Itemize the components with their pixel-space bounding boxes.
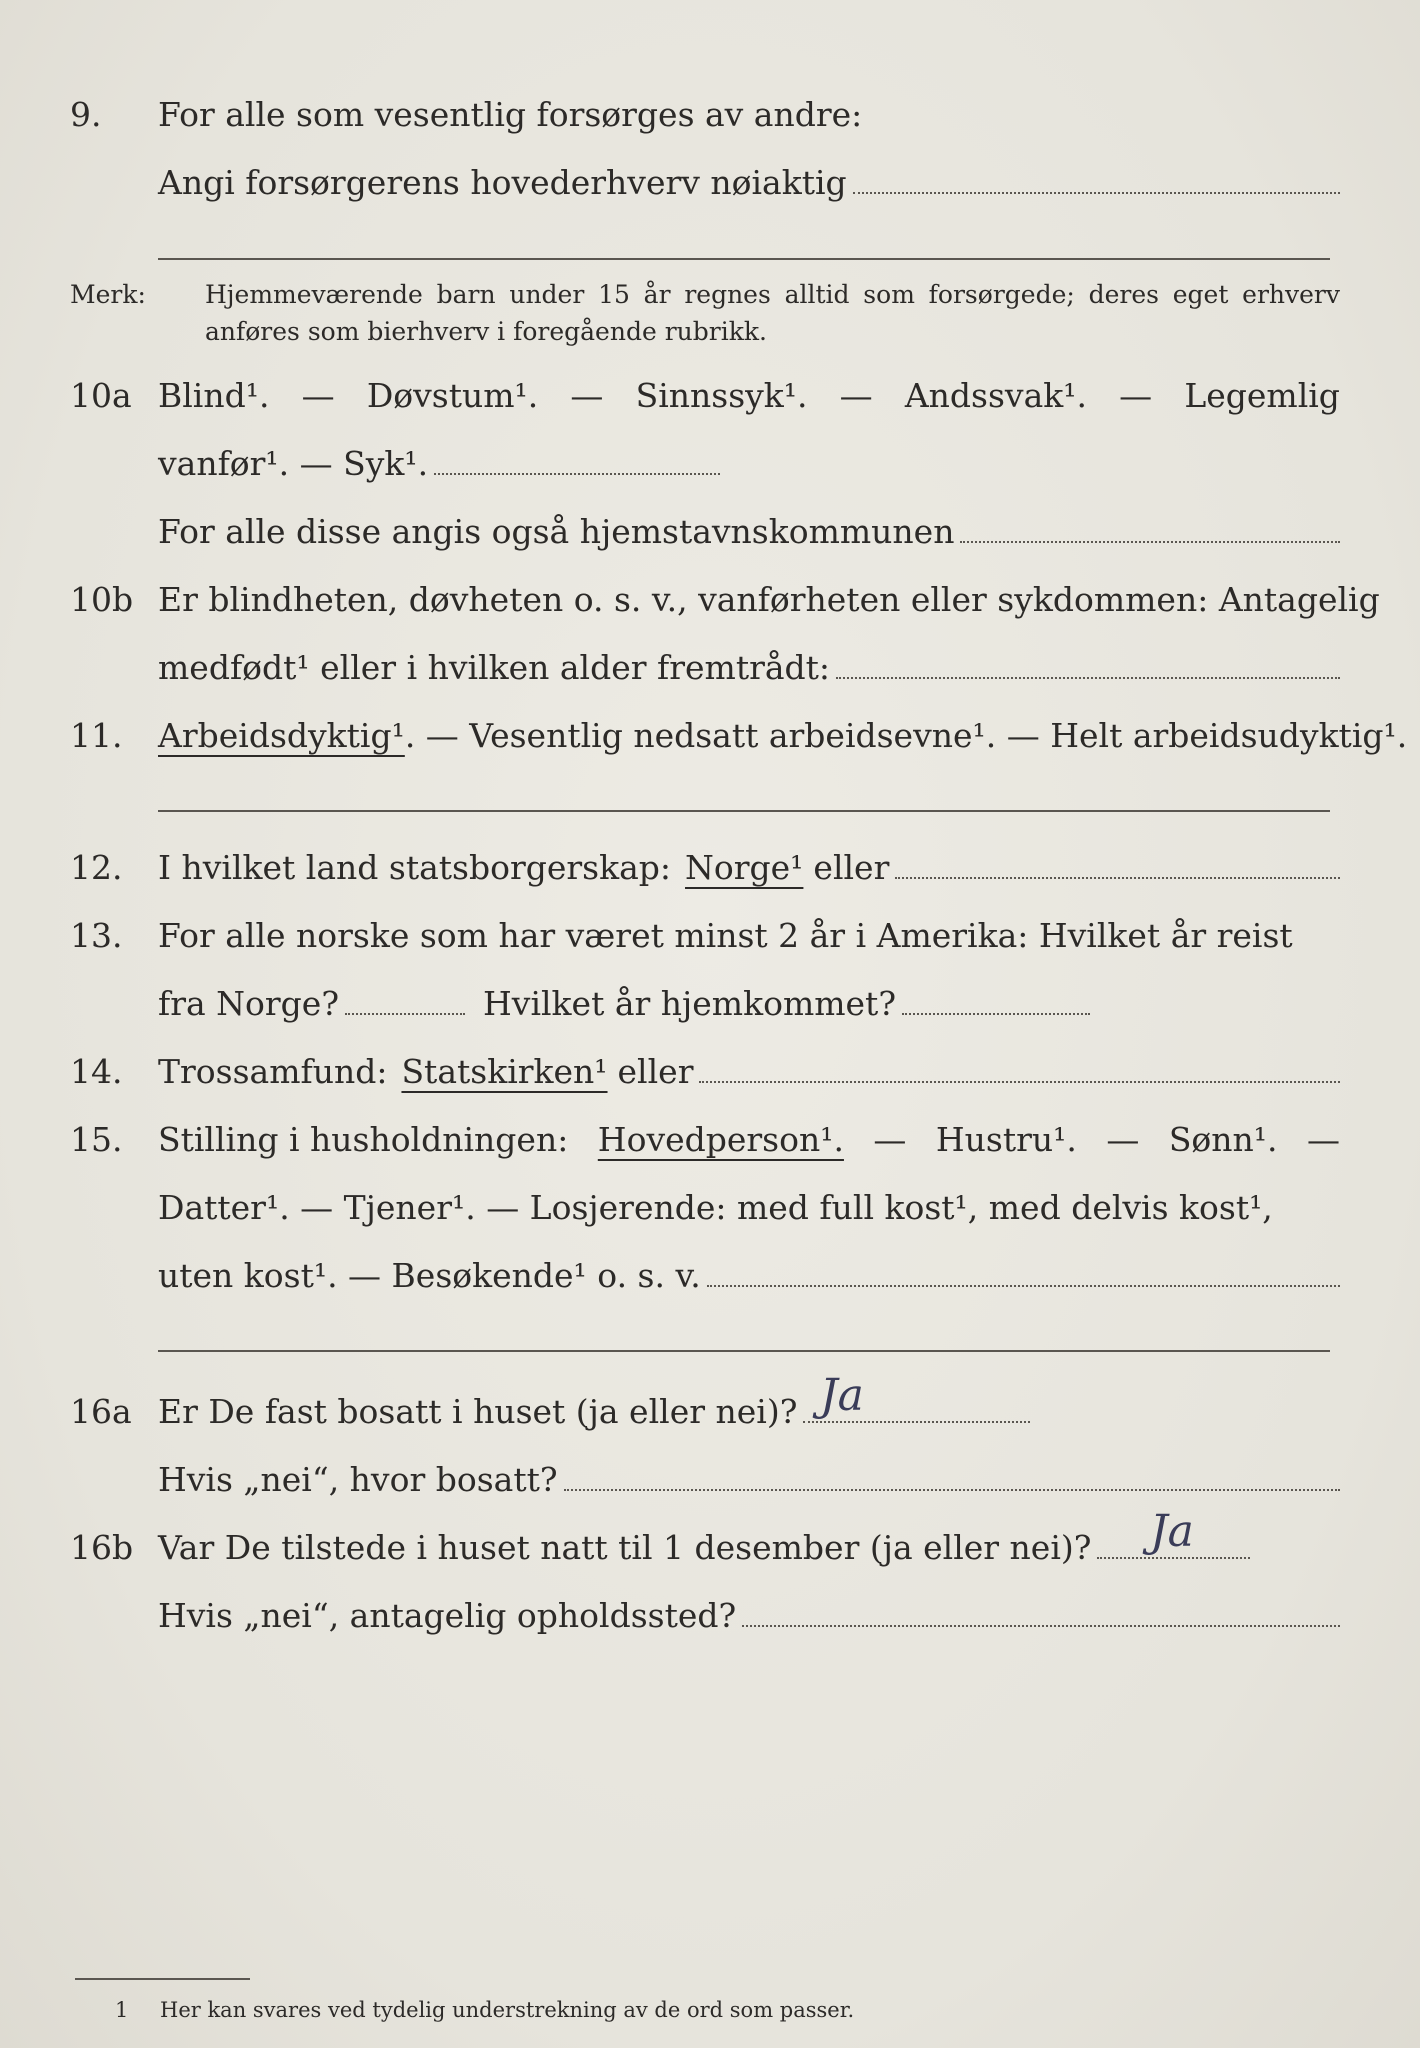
q10b-answer-field[interactable] [836, 639, 1340, 679]
footnote-text: Her kan svares ved tydelig understrekning av de ord som passer. [160, 1998, 855, 2022]
q15-row-3 [70, 1246, 1340, 1306]
footnote-rule [75, 1978, 250, 1980]
q12-option-norge[interactable]: Norge¹ [685, 848, 804, 887]
q9-number: 9. [70, 95, 102, 134]
q9-row-2 [70, 153, 1340, 213]
q13-row [70, 906, 1340, 966]
q14-number: 14. [70, 1052, 123, 1091]
q14-option-state-church[interactable]: Statskirken¹ [401, 1052, 608, 1091]
q15-option-head[interactable]: Hovedperson¹. [597, 1120, 844, 1159]
q10a-option-blind[interactable]: Blind¹. [158, 376, 270, 415]
q15-option-wife[interactable]: Hustru¹. [935, 1120, 1077, 1159]
q10a-option-disabled[interactable]: Andssvak¹. [904, 376, 1087, 415]
q12-answer-field[interactable] [895, 839, 1340, 879]
q12-row: 12. I hvilket land statsborgerskap: Norge¹ eller [70, 838, 1340, 898]
q16b-followup: Hvis „nei“, antagelig opholdssted? [158, 1596, 737, 1635]
q10a-number: 10a [70, 376, 132, 415]
q10a-option-insane[interactable]: Sinnssyk¹. [635, 376, 808, 415]
q10a-option-legemlig[interactable]: Legemlig [1184, 376, 1340, 415]
q16b-handwritten-answer: Ja [1150, 1506, 1194, 1557]
q13-departure-field[interactable] [345, 975, 465, 1015]
q9-row [70, 85, 1340, 145]
separator-line [158, 1350, 1330, 1352]
q9-answer-field[interactable] [853, 154, 1340, 194]
q16a-handwritten-answer: Ja [820, 1370, 864, 1421]
q15-question: Stilling i husholdningen: [158, 1120, 569, 1159]
q10a-answer-field[interactable] [434, 435, 720, 475]
q16b-question: Var De tilstede i huset natt til 1 desember (ja eller nei)? [158, 1528, 1092, 1567]
q10a-option-vanfor[interactable]: vanfør¹. — Syk¹. [158, 444, 429, 483]
q10b-question-2: medfødt¹ eller i hvilken alder fremtrådt: [158, 648, 831, 687]
q15-row: 15. Stilling i husholdningen: Hovedperson¹. — Hustru¹. — Sønn¹. — [70, 1110, 1340, 1170]
q16a-followup-field[interactable] [564, 1451, 1340, 1491]
q10b-number: 10b [70, 580, 134, 619]
q14-question: Trossamfund: [158, 1052, 388, 1091]
q11-number: 11. [70, 716, 123, 755]
q16b-followup-field[interactable] [742, 1587, 1340, 1627]
q11-option-able[interactable]: Arbeidsdyktig¹ [158, 716, 405, 755]
q13-question: For alle norske som har været minst 2 år i Amerika: Hvilket år reist [158, 916, 1293, 955]
q9-question: Angi forsørgerens hovederhverv nøiaktig [158, 163, 847, 202]
q16a-question: Er De fast bosatt i huset (ja eller nei)? [158, 1392, 798, 1431]
q10b-row-2 [70, 638, 1340, 698]
separator-line [158, 258, 1330, 260]
q10a-row-2 [70, 434, 1340, 494]
footnote-marker: 1 [115, 1998, 129, 2022]
q12-question: I hvilket land statsborgerskap: [158, 848, 672, 887]
q13-number: 13. [70, 916, 123, 955]
q16b-row-2 [70, 1586, 1340, 1646]
q16b-number: 16b [70, 1528, 134, 1567]
q15-answer-field[interactable] [707, 1247, 1340, 1287]
q13-departure-question: fra Norge? [158, 984, 340, 1023]
q16a-followup: Hvis „nei“, hvor bosatt? [158, 1460, 558, 1499]
q15-options-3[interactable]: uten kost¹. — Besøkende¹ o. s. v. [158, 1256, 701, 1295]
q10a-row-3 [70, 502, 1340, 562]
q15-options-2[interactable]: Datter¹. — Tjener¹. — Losjerende: med full kost¹, med delvis kost¹, [158, 1188, 1273, 1227]
q10b-question: Er blindheten, døvheten o. s. v., vanførheten eller sykdommen: Antagelig [158, 580, 1380, 619]
q15-row-2 [70, 1178, 1340, 1238]
note-label: Merk: [70, 280, 146, 309]
q10a-municipality-question: For alle disse angis også hjemstavnskommunen [158, 512, 955, 551]
q16a-row-2 [70, 1450, 1340, 1510]
q16a-number: 16a [70, 1392, 132, 1431]
separator-line [158, 810, 1330, 812]
q13-return-question: Hvilket år hjemkommet? [483, 984, 897, 1023]
note-text: Hjemmeværende barn under 15 år regnes alltid som forsørgede; deres eget erhverv anføres som bierhverv i foregående rubrikk. [205, 280, 1340, 346]
q9-text: For alle som vesentlig forsørges av andre: [158, 95, 863, 134]
q14-answer-field[interactable] [699, 1043, 1340, 1083]
q11-option-rest[interactable]: . — Vesentlig nedsatt arbeidsevne¹. — Helt arbeidsudyktig¹. [404, 716, 1408, 755]
q10a-municipality-field[interactable] [960, 503, 1340, 543]
q11-row [70, 706, 1408, 766]
q12-number: 12. [70, 848, 123, 887]
q14-row: 14. Trossamfund: Statskirken¹ eller [70, 1042, 1340, 1102]
q15-option-son[interactable]: Sønn¹. [1168, 1120, 1278, 1159]
q15-number: 15. [70, 1120, 123, 1159]
q13-row-2 [70, 974, 1340, 1034]
q16a-row [70, 1382, 1340, 1442]
q10a-option-deaf[interactable]: Døvstum¹. [366, 376, 539, 415]
q13-return-field[interactable] [902, 975, 1090, 1015]
q10b-row [70, 570, 1380, 630]
q10a-row: 10a Blind¹. — Døvstum¹. — Sinnssyk¹. — Andssvak¹. — Legemlig [70, 366, 1340, 426]
